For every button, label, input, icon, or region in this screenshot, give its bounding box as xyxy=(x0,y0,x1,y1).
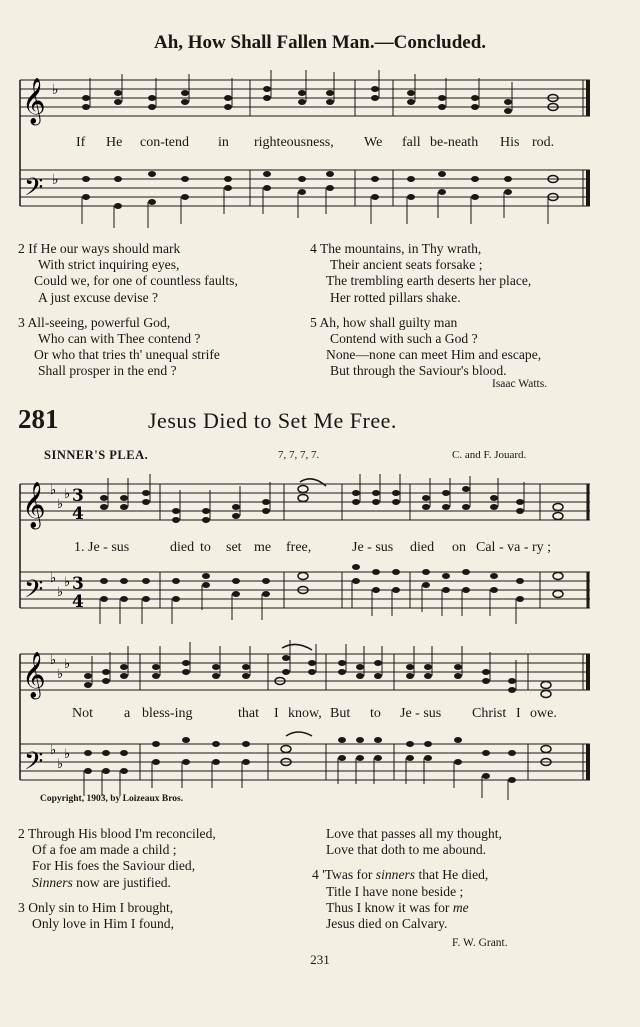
lyric-word: But xyxy=(330,706,351,721)
lyric-word: that xyxy=(238,706,259,721)
svg-text:♭: ♭ xyxy=(57,667,64,682)
lyric-word: We xyxy=(364,135,383,150)
lyric-word: a xyxy=(124,706,131,721)
svg-text:♭: ♭ xyxy=(50,483,57,498)
lyric-word: free, xyxy=(286,540,312,555)
svg-text:𝄞: 𝄞 xyxy=(22,78,46,124)
verses-right: Love that passes all my thought, Love that doth to me abound. 4 'Twas for sinners that He died, Title I have none beside ; Thus I know it was for me Jesus died on Calvary. xyxy=(312,826,502,932)
lyric-word: righteousness, xyxy=(254,135,334,150)
svg-text:3: 3 xyxy=(72,574,84,594)
svg-text:♭: ♭ xyxy=(50,743,57,758)
svg-text:4: 4 xyxy=(72,504,84,524)
svg-text:♭: ♭ xyxy=(57,497,64,512)
svg-text:♭: ♭ xyxy=(52,172,59,188)
svg-text:𝄢: 𝄢 xyxy=(24,575,44,610)
svg-text:𝄞: 𝄞 xyxy=(22,482,46,528)
lyric-word: know, xyxy=(288,706,322,721)
lyric-word: me xyxy=(254,540,272,555)
prev-verses-left: 2 If He our ways should mark With strict inquiring eyes, Could we, for one of countless faults, A just excuse devise ? 3 All-seeing, powerful God, Who can with Thee contend ? Or who that tries th' unequal strife Shall prosper in the end ? xyxy=(18,241,238,379)
lyric-word: Not xyxy=(72,706,93,721)
lyric-word: If xyxy=(76,135,86,150)
author: F. W. Grant. xyxy=(452,937,508,949)
svg-text:♭: ♭ xyxy=(64,747,71,762)
hymn-title: Jesus Died to Set Me Free. xyxy=(148,408,397,433)
lyric-word: be-neath xyxy=(430,135,479,150)
lyric-word: Christ xyxy=(472,706,507,721)
tune-name: SINNER'S PLEA. xyxy=(44,448,149,462)
composer: C. and F. Jouard. xyxy=(452,449,527,461)
lyric-word: Je - sus xyxy=(352,540,394,555)
lyric-word: died xyxy=(410,540,435,555)
prev-hymn-title: Ah, How Shall Fallen Man.—Concluded. xyxy=(153,32,487,53)
lyric-word: set xyxy=(226,540,242,555)
svg-text:♭: ♭ xyxy=(57,757,64,772)
lyric-word: con-tend xyxy=(140,135,189,150)
svg-text:♭: ♭ xyxy=(64,575,71,590)
meter: 7, 7, 7, 7. xyxy=(278,449,320,461)
lyric-word: to xyxy=(200,540,211,555)
lyric-word: to xyxy=(370,706,381,721)
lyric-word: on xyxy=(452,540,466,555)
svg-text:4: 4 xyxy=(72,592,84,612)
lyric-word: fall xyxy=(402,135,421,150)
copyright: Copyright, 1903, by Loizeaux Bros. xyxy=(40,794,184,804)
lyric-word: in xyxy=(218,135,229,150)
lyric-word: Cal - va - ry ; xyxy=(476,540,552,555)
prev-author: Isaac Watts. xyxy=(492,378,548,390)
verses-left: 2 Through His blood I'm reconciled, Of a foe am made a child ; For His foes the Saviour died, Sinners now are justified. 3 Only sin to Him I brought, Only love in Him I found, xyxy=(18,826,216,932)
lyric-word: Je - sus xyxy=(400,706,442,721)
lyric-word: owe. xyxy=(530,706,557,721)
svg-text:𝄢: 𝄢 xyxy=(24,747,44,782)
svg-text:♭: ♭ xyxy=(57,585,64,600)
hymn-number: 281 xyxy=(18,404,59,434)
svg-text:𝄢: 𝄢 xyxy=(24,173,44,208)
prev-verses-right: 4 The mountains, in Thy wrath, Their ancient seats forsake ; The trembling earth deserts her place, Her rotted pillars shake. 5 Ah, how shall guilty man Contend with such a God ? None—none can meet Him and escape, But through the Saviour's blood. xyxy=(310,241,542,379)
lyric-word: His xyxy=(500,135,520,150)
svg-text:♭: ♭ xyxy=(50,653,57,668)
lyric-word: died xyxy=(170,540,195,555)
lyric-word: rod. xyxy=(532,135,555,150)
svg-text:♭: ♭ xyxy=(52,82,59,98)
lyric-word: I xyxy=(516,706,521,721)
lyric-word: bless-ing xyxy=(142,706,193,721)
svg-text:♭: ♭ xyxy=(64,657,71,672)
svg-text:♭: ♭ xyxy=(64,487,71,502)
svg-text:3: 3 xyxy=(72,486,84,506)
svg-text:𝄞: 𝄞 xyxy=(22,652,46,698)
lyric-word: He xyxy=(106,135,123,150)
page-number: 231 xyxy=(310,952,330,967)
lyric-word: 1. Je - sus xyxy=(74,540,130,555)
svg-text:♭: ♭ xyxy=(50,571,57,586)
lyric-word: I xyxy=(274,706,279,721)
